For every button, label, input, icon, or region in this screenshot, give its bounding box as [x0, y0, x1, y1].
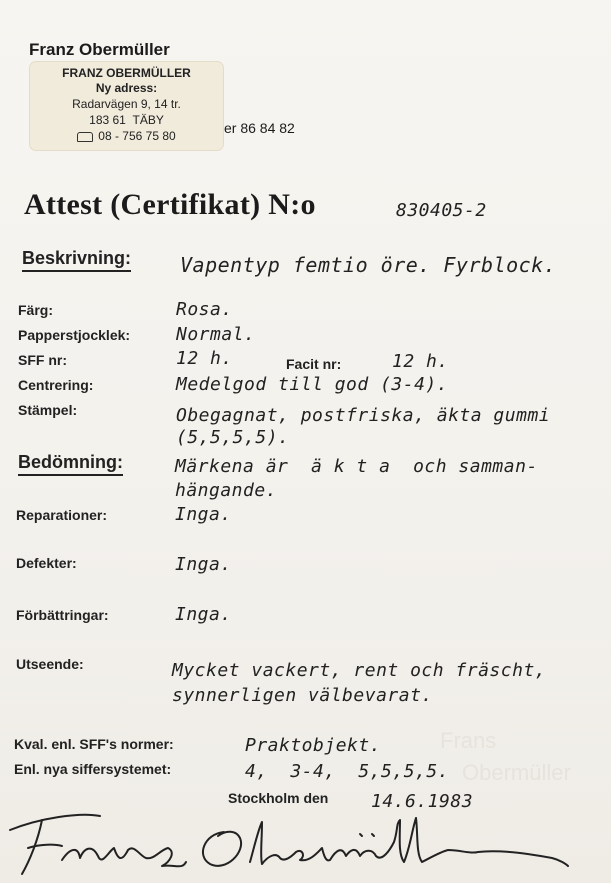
improvements-value: Inga. — [175, 604, 232, 625]
color-label: Färg: — [18, 302, 53, 318]
sticker-phone-line — [30, 129, 223, 143]
sticker-postal-code: 183 61 — [89, 113, 126, 127]
number-system-label: Enl. nya siffersystemet: — [14, 761, 172, 777]
phone-fragment: er 86 84 82 — [224, 120, 295, 136]
sticker-new-address-label: Ny adress: — [95, 81, 158, 95]
assessment-value-line2: hängande. — [175, 480, 278, 501]
appearance-value-line2: synnerligen välbevarat. — [172, 685, 433, 706]
sticker-city: TÄBY — [132, 113, 164, 127]
company-name: Franz Obermüller — [29, 40, 170, 59]
sff-number-label: SFF nr: — [18, 352, 67, 368]
sticker-street: Radarvägen 9, 14 tr. — [72, 97, 181, 111]
description-label: Beskrivning: — [22, 248, 131, 272]
watermark-line2: Obermüller — [462, 760, 571, 785]
number-system-value: 4, 3-4, 5,5,5,5. — [245, 761, 450, 782]
facit-number-value: 12 h. — [392, 351, 449, 372]
defects-label: Defekter: — [16, 555, 77, 571]
appearance-value-line1: Mycket vackert, rent och fräscht, — [172, 660, 547, 681]
defects-value: Inga. — [175, 554, 232, 575]
centering-label: Centrering: — [18, 377, 94, 393]
repairs-value: Inga. — [175, 504, 232, 525]
repairs-label: Reparationer: — [16, 507, 108, 523]
place-date-label: Stockholm den — [228, 790, 329, 806]
assessment-label: Bedömning: — [18, 452, 123, 476]
certificate-number: 830405-2 — [396, 200, 487, 221]
centering-value: Medelgod till god (3-4). — [176, 374, 449, 395]
sff-number-value: 12 h. — [176, 348, 233, 369]
sticker-postal-line — [30, 113, 223, 127]
paper-thickness-label: Papperstjocklek: — [18, 327, 131, 343]
assessment-value-line1: Märkena är ä k t a och samman- — [175, 456, 538, 477]
certificate-date: 14.6.1983 — [371, 791, 474, 812]
signature-image — [0, 800, 611, 883]
color-value: Rosa. — [176, 299, 233, 320]
paper-thickness-value: Normal. — [176, 324, 256, 345]
stamp-label: Stämpel: — [18, 402, 78, 418]
facit-number-label: Facit nr: — [286, 356, 342, 372]
sticker-phone: 08 - 756 75 80 — [98, 129, 176, 143]
appearance-label: Utseende: — [16, 656, 84, 672]
improvements-label: Förbättringar: — [16, 607, 109, 623]
stamp-value-line2: (5,5,5,5). — [176, 427, 290, 448]
description-value: Vapentyp femtio öre. Fyrblock. — [180, 253, 557, 277]
quality-value: Praktobjekt. — [245, 735, 382, 756]
sticker-name: FRANZ OBERMÜLLER — [62, 66, 191, 80]
phone-icon — [77, 132, 93, 142]
certificate-title: Attest (Certifikat) N:o — [24, 188, 316, 221]
address-sticker — [30, 62, 223, 150]
watermark-line1: Frans — [440, 728, 497, 753]
quality-label: Kval. enl. SFF's normer: — [14, 736, 174, 752]
stamp-value-line1: Obegagnat, postfriska, äkta gummi — [176, 405, 551, 426]
